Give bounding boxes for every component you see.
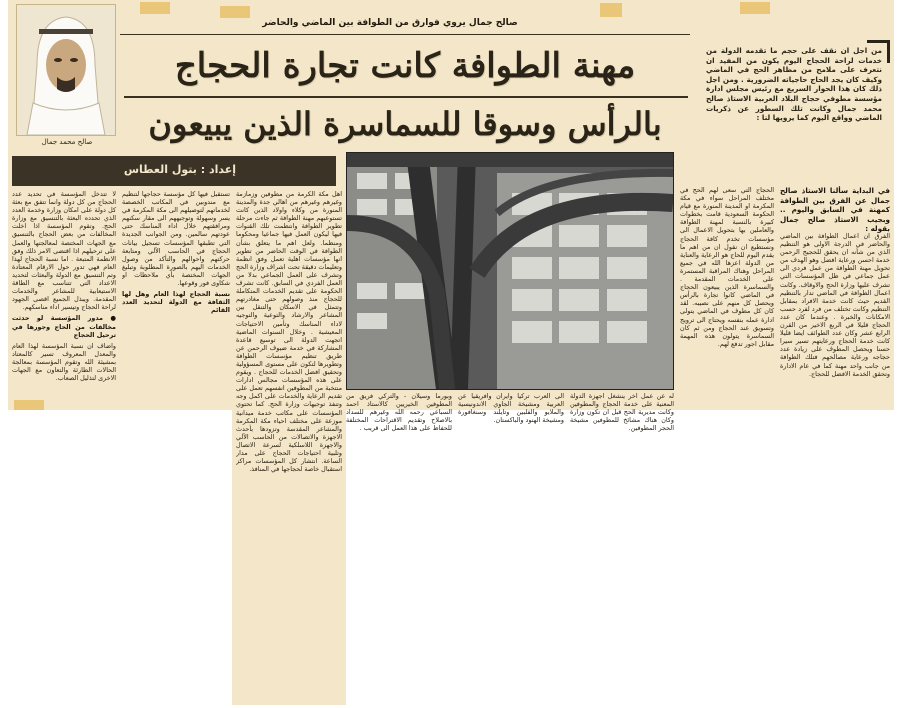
tape-strip (740, 2, 770, 14)
intro-box (700, 40, 890, 180)
column-far-left-text: لا تتدخل المؤسسة في تحديد عدد الحجاج من كل دولة وانما تتفق مع بعثة كل دولة على امكان وزارة وخدمة العدد الذي تحدده البعثة بالتنسيق مع وزارة الحج. وتقوم المؤسسة اذا اخلت المخالفات من بعض الحجاج بالتنسيق مع الجهات المختصة لمعالجتها والعمل على ترحيلهم اذا اقتضى الامر ذلك وفق الانظمة المتبعة . اما نسبة الحجاج لهذا العام فهي تدور حول الارقام المعتادة وتم التنسيق مع الدولة والبعثات لتحديد الاعداد التي تتناسب مع الطاقة الاستيعابية للمشاعر والخدمات المقدمة. ويبذل الجميع اقصى الجهود لراحة الحجاج وتيسير اداء مناسكهم. (12, 190, 116, 312)
intro-text: من اجل ان نقف على حجم ما تقدمه الدولة من خدمات لراحة الحجاج اليوم يكون من المفيد ان نتعرف على ملامح من مظاهر الحج في الماضي وكيف كان يجد الحاج حاجياته الضرورية . ومن اجل ذلك كان هذا الحوار السريع مع رئيس مجلس ادارة مؤسسة مطوفي حجاج البلاد العربية الاستاذ صالح محمد جمال وكانت تلك السطور عن ذكريات الماضي وواقع اليوم كما يرويها لنا : (706, 46, 882, 123)
column-far-left-under: واضاف ان نسبة المؤسسة لهذا العام والمعدل المعروف تسير كالمعتاد بمشيئة الله وتقوم المؤسسة بمعالجة الحالات الطارئة والتعاون مع الجهات الاخرى لتذليل الصعاب. (12, 341, 116, 383)
tape-strip (140, 2, 170, 14)
column-left-middle (122, 190, 230, 402)
article-headline-line-2: بالرأس وسوقا للسماسرة الذين يبيعون (148, 105, 662, 143)
portrait-figure (17, 5, 115, 135)
column-left-middle-subhead: نسبة الحجاج لهذا العام وهل لها الثقافة مع الدولة لتحديد العدد القائم (122, 290, 230, 315)
article-headline-line-1: مهنة الطوافة كانت تجارة الحجاج (174, 46, 636, 86)
byline-text: إعداد : بتول العطاس (123, 163, 236, 176)
aerial-photo (346, 152, 674, 390)
column-under-photo-middle: الى العرب تركيا وايران وافريقيا عن العربية ومشيخة الجاوي الاندونيسية والملايو والفلبين وتايلند وسنغافورة ومشيخة الهنود والباكستان. (458, 392, 564, 425)
column-under-photo-right: له عن عمل اخر ينشغل اجهزة الدولة المعنية على خدمة الحجاج والمطوفين وكانت مديرية الحج قبل ان تكون وزارة وكان هناك مشائخ للمطوفين مشيخة الحجر المطوفين. (570, 392, 674, 433)
tape-strip (600, 3, 622, 17)
byline-banner (12, 156, 336, 186)
column-right: الحجاج التي سعى لهم الحج في مختلف المراحل سواء في مكة المكرمة او المدينة المنورة مع قيام الحكومة السعودية قامت بخطوات كبيرة بالنسبة لمهنة الطوافة والعاملين بها بتحويل الاعمال الى مؤسسات تخدم كافة الحجاج ونستطيع ان نقول ان من اهم ما يقدم اليوم للحاج هو الرعاية والعناية من الدولة اعزها الله في جميع المراحل وهناك المراقبة المستمرة على الخدمات المقدمة . والسماسرة الذين يبيعون الحجاج في الماضي كانوا تجارة بالرأس ويحصل كل منهم على نصيبه. لقد كان كل مطوف في الماضي يتولى ادارة عمله بنفسه ويحتاج الى ترويج وتسويق عند الحجاج ومن ثم كان السماسرة يتولون هذه المهمة مقابل اجور تدفع لهم. (680, 186, 774, 348)
column-left-middle-text: تستقبل فيها كل مؤسسة حجاجها لتنظيم مع مندوبين في المكاتب الخصصة لخدماتهم لتوصيلهم الى مكة المكرمة في يسر وسهولة وتوجيههم الى مقار سكنهم ومرافقتهم خلال اداء المناسك حتى عودتهم سالمين. ومن الجوانب الجديدة التي تطبقها المؤسسات تسجيل بيانات الحجاج في الحاسب الآلي ومتابعة حركتهم واحوالهم والتأكد من وصول الخدمات اليهم بالصورة المطلوبة وتبليغ الجهات المختصة بأي ملاحظات او شكاوى فور وقوعها. (122, 190, 230, 288)
column-far-left-subhead: ● مدور المؤسسة لو حدثت مخالفات من الحاج وجورها في ترحيل الحجاج (12, 314, 116, 339)
interview-question: في البداية سألنا الاستاذ صالح جمال عن الفرق بين الطوافة كمهنة في السابق واليوم .. وبجيب الاستاذ صالح جمال بقوله : (780, 186, 890, 234)
tape-strip (220, 6, 250, 18)
column-far-right: الفرق ان اعمال الطوافة بين الماضي والحاضر في الدرجة الاولى هو التنظيم الذي من شأنه ان يحقق للحجيج الرحمن خدمة احسن ورعاية افضل وهو الهدف من تحويل مهنة الطوافة من عمل فردي الى عمل جماعي في ظل المؤسسات التي تشرف عليها وزارة الحج والاوقاف. وكانت اعمال الطوافة في الماضي تدار بالتنظيم القديم حيث كانت خدمة الافراد بمقابل التنظيم وكانت تختلف من فرد لفرد حسب الامكانات والخبرة . وعندما كان عدد الحجاج قليلا في الربع الاخير من القرن الرابع عشر وكان عدد الطوائف ايضا قليلا كانت خدمة الحجاج ورعايتهم تسير سيرا حسنا ويحصل المطوف على زيادة عدد حجاجه ورعاية مصالحهم فتلك الطوافة من جانب واحد مهنة كما في عام الادارة وتحقق الخدمة الافضل للحجاج. (780, 232, 890, 378)
kicker-rule (120, 34, 690, 35)
portrait-caption: صالح محمد جمال (41, 138, 93, 146)
portrait-photo (16, 4, 116, 136)
article-kicker: صالح جمال يروي فوارق من الطوافة بين الماضي والحاضر (262, 18, 518, 28)
column-under-photo-left: وبورما وسيلان - والتركي فريق من المطوفين الخيريين كالاستاذ احمد السباعي رحمه الله وغيرهم للسداد بالاصلاح وتقديم الاقتراحات المختلفة للحفاظ على هذا العمل الى قريب . (346, 392, 452, 433)
column-center: اهل مكة الكرمة من مطوفين وزمازمة وغيرهم وغيرهم من اهالي جدة والمدينة المنورة من وكلاء واولاد الذين كانت تستوعبهم مهنة الطوافة ثم جاءت مرحلة تطوير الطوافة وانتظمت تلك القنوات فيها ليكون العمل فيها جماعيا ومحكوما ومنظما. ولعل اهم ما يتعلق بشأن الطوافة في الوقت الحاضر من تطوير انها مؤسسات اهلية تعمل وفق انظمة وتعليمات دقيقة تحت اشراف وزارة الحج وتشرف على العمل الجماعي بدلا من العمل الفردي في السابق. كانت تشرف الحكومة على تقديم الخدمات المتكاملة للحجاج منذ وصولهم حتى مغادرتهم وتتمثل في الاسكان والتنقل بين المشاعر والارشاد والتوعية والتوجيه لاداء المناسك وتأمين الاحتياجات المعيشية . وخلال السنوات الماضية اتجهت الدولة الى توسيع قاعدة المشاركة في خدمة ضيوف الرحمن عن طريق تنظيم مؤسسات الطوافة وتطويرها لتكون على مستوى المسؤولية وتحقيق افضل الخدمات للحجاج . ويقوم على هذه المؤسسات مجالس ادارات منتخبة من المطوفين انفسهم تعمل على تقديم الرعاية والخدمات على اكمل وجه وتنفذ توجيهات وزارة الحج. كما تحتوي المؤسسات على مكاتب خدمة ميدانية موزعة على مختلف احياء مكة المكرمة والمشاعر المقدسة وتزودها بأحدث الاجهزة والاتصالات من الحاسب الآلي والاجهزة اللاسلكية لسرعة الاتصال وتلبية احتياجات الحجاج على مدار الساعة. انتشار كل المؤسسات مراكز استقبال خاصة لحجاجها في المنافذ. (236, 190, 342, 474)
aerial-photo-image (347, 153, 673, 389)
headline-rule (124, 96, 688, 98)
column-far-left (12, 190, 116, 402)
